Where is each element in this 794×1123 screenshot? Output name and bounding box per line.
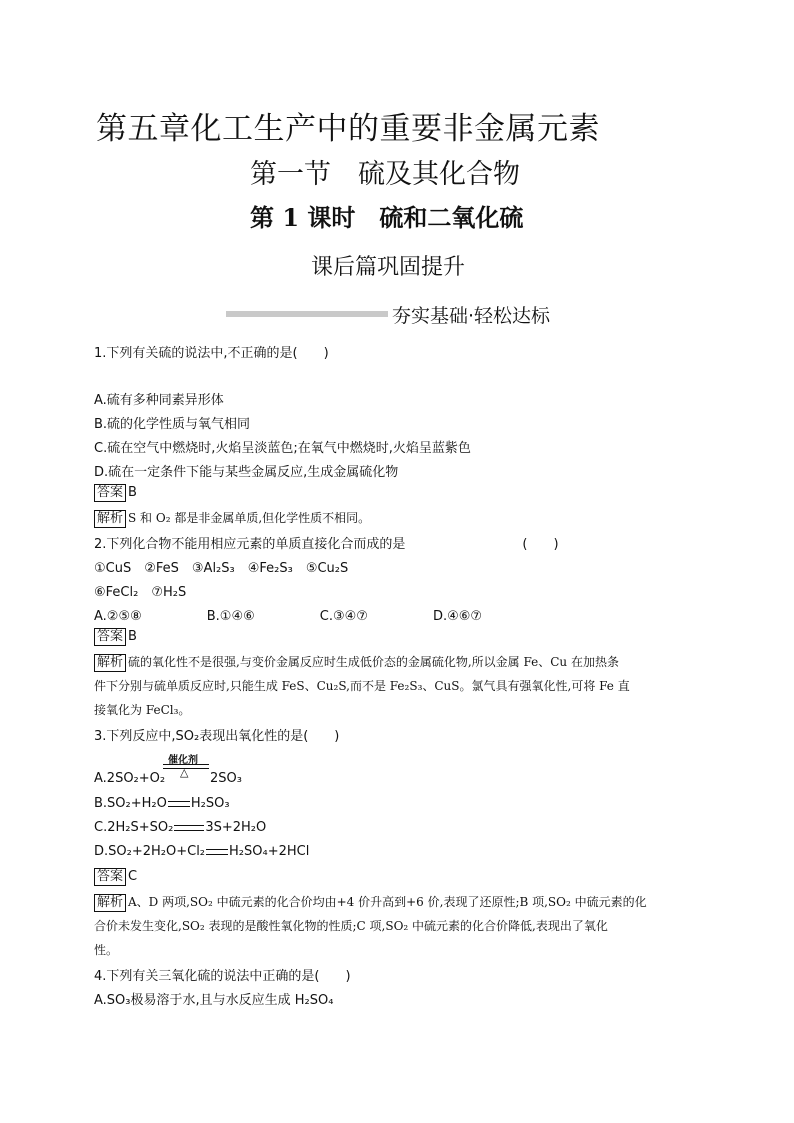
- question-1-option-c: C.硫在空气中燃烧时,火焰呈淡蓝色;在氧气中燃烧时,火焰呈蓝紫色: [94, 441, 471, 456]
- answer-value: B: [128, 629, 137, 644]
- chapter-title: 第五章化工生产中的重要非金属元素: [96, 111, 600, 147]
- question-4-stem: 4.下列有关三氧化硫的说法中正确的是( ): [94, 969, 351, 984]
- equals-sign: [206, 849, 228, 855]
- question-2-stem: 2.下列化合物不能用相应元素的单质直接化合而成的是 ( ): [94, 537, 559, 552]
- question-3-option-a-right: 2SO₃: [210, 771, 242, 786]
- answer-value: C: [128, 869, 138, 884]
- question-2-analysis-line-1: [94, 653, 619, 672]
- analysis-text: S 和 O₂ 都是非金属单质,但化学性质不相同。: [128, 511, 371, 525]
- question-2-compounds-1: ①CuS ②FeS ③Al₂S₃ ④Fe₂S₃ ⑤Cu₂S: [94, 561, 349, 576]
- heat-symbol: △: [180, 766, 189, 779]
- question-1-stem: 1.下列有关硫的说法中,不正确的是( ): [94, 346, 329, 361]
- question-3-option-d: [94, 844, 309, 859]
- answer-label: 答案: [94, 628, 126, 646]
- part-title: 课后篇巩固提升: [311, 255, 466, 280]
- analysis-label: 解析: [94, 654, 126, 672]
- analysis-text: A、D 两项,SO₂ 中硫元素的化合价均由+4 价升高到+6 价,表现了还原性;B 项,SO₂ 中硫元素的化: [128, 895, 647, 909]
- products: 3S+2H₂O: [205, 820, 267, 835]
- question-2-answer: [94, 628, 137, 646]
- question-3-stem: 3.下列反应中,SO₂表现出氧化性的是( ): [94, 729, 340, 744]
- question-2-analysis-line-2: 件下分别与硫单质反应时,只能生成 FeS、Cu₂S,而不是 Fe₂S₃、CuS。氯气具有强氧化性,可将 Fe 直: [94, 679, 630, 693]
- subsection-title: 夯实基础·轻松达标: [392, 305, 551, 327]
- products: H₂SO₄+2HCl: [229, 844, 310, 859]
- catalyst-label: 催化剂: [168, 755, 198, 766]
- question-2-analysis-line-3: 接氧化为 FeCl₃。: [94, 703, 191, 717]
- section-divider-bar: [226, 311, 388, 317]
- analysis-label: 解析: [94, 510, 126, 528]
- question-1-option-b: B.硫的化学性质与氧气相同: [94, 417, 251, 432]
- section-title: 第一节 硫及其化合物: [250, 159, 520, 190]
- question-1-option-d: D.硫在一定条件下能与某些金属反应,生成金属硫化物: [94, 465, 399, 480]
- question-3-option-b: [94, 796, 230, 811]
- question-2-choices: A.②⑤⑧ B.①④⑥ C.③④⑦ D.④⑥⑦: [94, 609, 483, 624]
- question-4-option-a: A.SO₃极易溶于水,且与水反应生成 H₂SO₄: [94, 993, 334, 1008]
- reactants: C.2H₂S+SO₂: [94, 820, 174, 835]
- analysis-text: 硫的氧化性不是很强,与变价金属反应时生成低价态的金属硫化物,所以金属 Fe、Cu 在加热条: [128, 655, 619, 669]
- answer-label: 答案: [94, 484, 126, 502]
- question-1-answer: [94, 484, 137, 502]
- question-1-analysis: [94, 509, 370, 528]
- question-3-option-c: [94, 820, 266, 835]
- question-3-analysis-line-1: [94, 893, 647, 912]
- answer-value: B: [128, 485, 137, 500]
- lesson-title: 第 1 课时 硫和二氧化硫: [250, 203, 524, 232]
- question-3-option-a-left: A.2SO₂+O₂: [94, 771, 166, 786]
- question-3-analysis-line-2: 合价未发生变化,SO₂ 表现的是酸性氧化物的性质;C 项,SO₂ 中硫元素的化合价降低,表现出了氧化: [94, 919, 608, 933]
- equals-sign: [174, 825, 204, 831]
- question-1-option-a: A.硫有多种同素异形体: [94, 393, 224, 408]
- question-2-compounds-2: ⑥FeCl₂ ⑦H₂S: [94, 585, 187, 600]
- question-3-analysis-line-3: 性。: [94, 943, 119, 957]
- reactants: D.SO₂+2H₂O+Cl₂: [94, 844, 206, 859]
- analysis-label: 解析: [94, 894, 126, 912]
- equals-sign: [168, 801, 190, 807]
- products: H₂SO₃: [190, 796, 230, 811]
- reactants: B.SO₂+H₂O: [94, 796, 167, 811]
- question-3-answer: [94, 868, 137, 886]
- answer-label: 答案: [94, 868, 126, 886]
